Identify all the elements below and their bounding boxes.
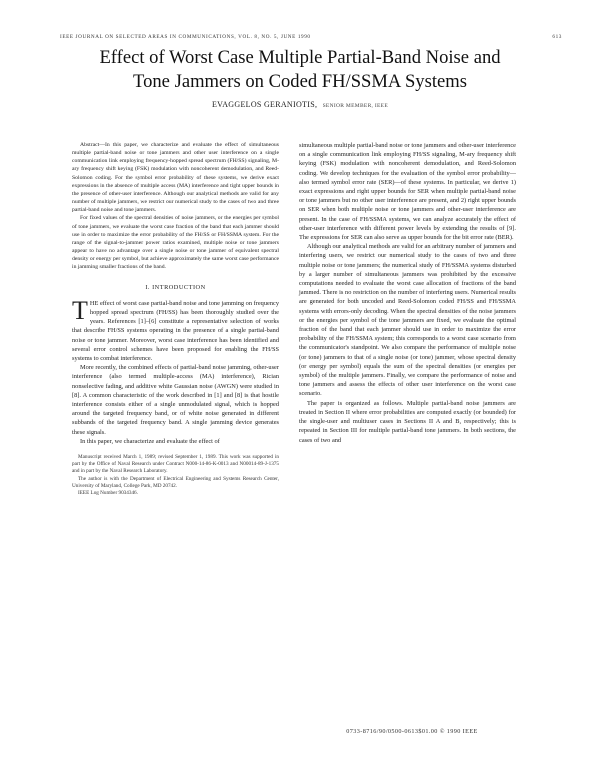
author-name: EVAGGELOS GERANIOTIS, [211, 100, 318, 109]
footnote-log-number: IEEE Log Number 9034346. [78, 489, 138, 496]
right-paragraph-2: Although our analytical methods are valid for an arbitrary number of jammers and interfering users, we restrict our numerical study to the cases of two and three multiple noise or tone jammers; the numerical study of FH/SSMA systems disturbed by a larger number of simultaneous jammers was prohibited by the excessive computations needed to evaluate the worst case allocation of fractions of the band jammed. There is no restriction on the number of interfering users. Numerical results are generated for both uncoded and Reed-Solomon coded FH/SS and FH/SSMA systems with errors-only decoding. When the spectral densities of the noise jammers or the energies per symbol of the tone jammers are fixed, we evaluate the optimal fraction of the band that each jammer should use in order to maximize the error probability of the FH/SSMA system; this corresponds to a worst case scenario from the communicator's standpoint. We also compare the performance of multiple noise (or tone) jammers to that of a single noise (or tone) jammer, whose spectral density (or energy per symbol) equals the sum of the spectral densities (or energies per symbol) of the multiple jammers. Finally, we compare the performance of noise and tone jammers and assess the effects of other user interference on the worst case scenario. [299, 243, 516, 398]
right-paragraph-3: The paper is organized as follows. Multiple partial-band noise jammers are treated in Section II where error probabilities are computed exactly (or bounded) for the single-user and multiuser cases in Sections II A and B, respectively; this is repeated in Section III for multiple partial-band tone jammers. In both sections, the cases of two and [299, 399, 516, 444]
left-column [72, 141, 279, 497]
footnotes [72, 454, 279, 497]
intro-paragraph-1 [72, 295, 279, 363]
author-line [0, 100, 600, 109]
abstract-paragraph-1: Abstract—In this paper, we characterize and evaluate the effect of simultaneous multiple partial-band noise or tone jammers and other user interference on a single communication link employing frequency-hopped spread spectrum (FH/SS) signaling, M-ary frequency shift keying (FSK) modulation with noncoherent demodulation, and Reed-Solomon coding. For the symbol error probability of these systems, we derive exact expressions in the absence of multiple access (MA) interference and tight upper bounds in the presence of other-user interference. Although our analytical methods are valid for any number of multiple jammers, we restrict our numerical study to the cases of two and three partial-band noise and tone jammers. [72, 142, 279, 214]
right-paragraph-1: simultaneous multiple partial-band noise or tone jammers and other-user interference on a single communication link employing FH/SS signaling, M-ary frequency shift keying (FSK) modulation with noncoherent demodulation, and Reed-Solomon coding. We develop techniques for the evaluation of the symbol error probability—also termed symbol error rate (SER)—of these systems. In particular, we derive 1) exact expressions and right upper bounds for SER when multiple partial-band noise or tone jammers but no other user interference are present, and 2) right upper bounds on SER when both multiple noise or tone jammers and other-user interference are present. In the case of FH/SSMA systems, we can analyze accurately the effect of other-user interference with different power levels by extending the results of [9]. The expressions for SER can also serve as upper bounds for the bit error rate (BER). [299, 142, 516, 242]
copyright-line: 0733-8716/90/0500-0613$01.00 © 1990 IEEE [346, 728, 478, 735]
right-column [299, 141, 516, 445]
title-line-2: Tone Jammers on Coded FH/SSMA Systems [133, 71, 467, 92]
title-line-1: Effect of Worst Case Multiple Partial-Band Noise and [99, 47, 501, 68]
footnote-manuscript: Manuscript received March 1, 1989; revised September 1, 1989. This work was supported in part by the Office of Naval Research under Contract N000-14-86-K-0013 and N00014-89-J-1375 and in part by the Naval Research Laboratory. [72, 453, 279, 475]
abstract [72, 141, 279, 272]
intro-paragraph-2: More recently, the combined effects of partial-band noise jamming, other-user interference (also termed multiple-access (MA) interference), Rician nonselective fading, and additive white Gaussian noise (AWGN) were studied in [8]. A common characteristic of the work described in [1] and [8] is that hostile interference consists either of a single unmodulated signal, which is hopped around the targeted frequency band, or of white noise generated in different subbands of the targeted frequency band. A single jamming device generates these signals. [72, 364, 279, 436]
abstract-paragraph-2: For fixed values of the spectral densities of noise jammers, or the energies per symbol of tone jammers, we evaluate the worst case fraction of the band that each jammer should use in order to maximize the error probability of the FH/SS or FH/SSMA system. For the range of the signal-to-jammer power ratios examined, multiple noise or tone jammers appear to have no advantage over a single noise or tone jammer of equivalent spectral density or energy per symbol, but achieve approximately the same worst case performance in jamming smaller fractions of the band. [72, 215, 279, 271]
paper-title [40, 46, 560, 94]
intro-paragraph-1-text: HE effect of worst case partial-band noise and tone jamming on frequency hopped spread spectrum (FH/SS) has been thoroughly studied over the years. References [1]–[6] constitute a representative selection of works that describe FH/SS systems operating in the presence of a single partial-band noise or tone jammer. Moreover, worst case interference has been identified and several error control schemes have been proposed for enabling the FH/SS systems to combat interference. [72, 299, 279, 362]
section-heading-introduction: I. INTRODUCTION [145, 283, 206, 291]
journal-name: IEEE JOURNAL ON SELECTED AREAS IN COMMUNICATIONS, VOL. 8, NO. 5, JUNE 1990 [60, 34, 311, 40]
running-head [60, 34, 562, 40]
author-membership: SENIOR MEMBER, IEEE [322, 103, 388, 109]
page-number: 613 [552, 34, 562, 40]
intro-paragraph-3: In this paper, we characterize and evaluate the effect of [80, 437, 220, 445]
footnote-affiliation: The author is with the Department of Electrical Engineering and Systems Research Center, University of Maryland, College Park, MD 20742. [72, 475, 279, 489]
drop-cap: T [72, 295, 88, 325]
